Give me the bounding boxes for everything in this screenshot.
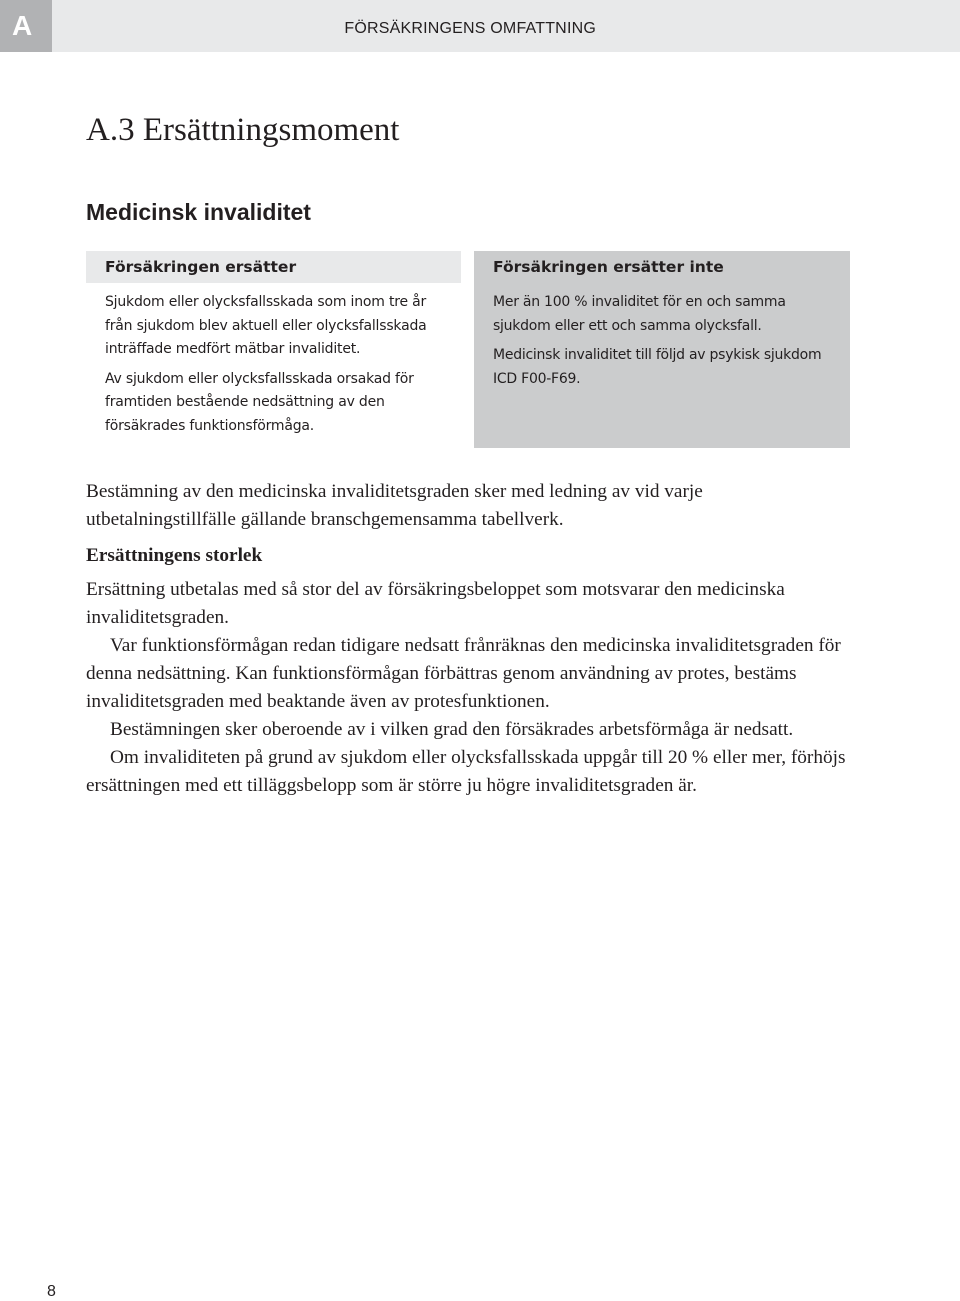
covered-paragraph: Av sjukdom eller olycksfallsskada orsakad för framtiden bestående nedsättning av den försäkrades funktionsförmåga. (105, 370, 414, 434)
chapter-tab (0, 0, 52, 52)
excluded-paragraph: Medicinsk invaliditet till följd av psykisk sjukdom ICD F00-F69. (493, 347, 822, 387)
body-paragraph: Var funktionsförmågan redan tidigare nedsatt frånräknas den medicinska invaliditetsgraden för denna nedsättning. Kan funktionsförmågan förbättras genom användning av protes, bestäms invaliditetsgraden med beaktande även av protesfunktionen. (86, 635, 841, 712)
covered-box (86, 251, 461, 448)
excluded-box (474, 251, 850, 448)
covered-box-heading: Försäkringen ersätter (86, 251, 461, 283)
running-head: FÖRSÄKRINGENS OMFATTNING (344, 20, 596, 37)
body-paragraph: Ersättning utbetalas med så stor del av försäkringsbeloppet som motsvarar den medicinska invaliditetsgraden. (86, 579, 785, 628)
subsection-title: Medicinsk invaliditet (86, 199, 311, 225)
covered-paragraph: Sjukdom eller olycksfallsskada som inom tre år från sjukdom blev aktuell eller olycksfallsskada inträffade medfört mätbar invaliditet. (105, 294, 427, 357)
compensation-size-heading: Ersättningens storlek (86, 545, 263, 566)
excluded-paragraph: Mer än 100 % invaliditet för en och samma sjukdom eller ett och samma olycksfall. (493, 294, 786, 334)
body-paragraph: Bestämningen sker oberoende av i vilken grad den försäkrades arbetsförmåga är nedsatt. (110, 719, 794, 740)
page-number: 8 (47, 1283, 56, 1300)
intro-paragraph: Bestämning av den medicinska invaliditetsgraden sker med ledning av vid varje utbetalningstillfälle gällande branschgemensamma tabellverk. (86, 481, 703, 530)
body-text (86, 478, 846, 800)
excluded-box-body (474, 283, 850, 448)
body-paragraph: Om invaliditeten på grund av sjukdom eller olycksfallsskada uppgår till 20 % eller mer, förhöjs ersättningen med ett tilläggsbelopp som är större ju högre invaliditetsgraden är. (86, 747, 846, 796)
chapter-letter: A (12, 10, 33, 41)
excluded-box-heading: Försäkringen ersätter inte (474, 251, 850, 283)
section-title: A.3 Ersättningsmoment (86, 112, 400, 148)
covered-box-body (86, 283, 461, 448)
